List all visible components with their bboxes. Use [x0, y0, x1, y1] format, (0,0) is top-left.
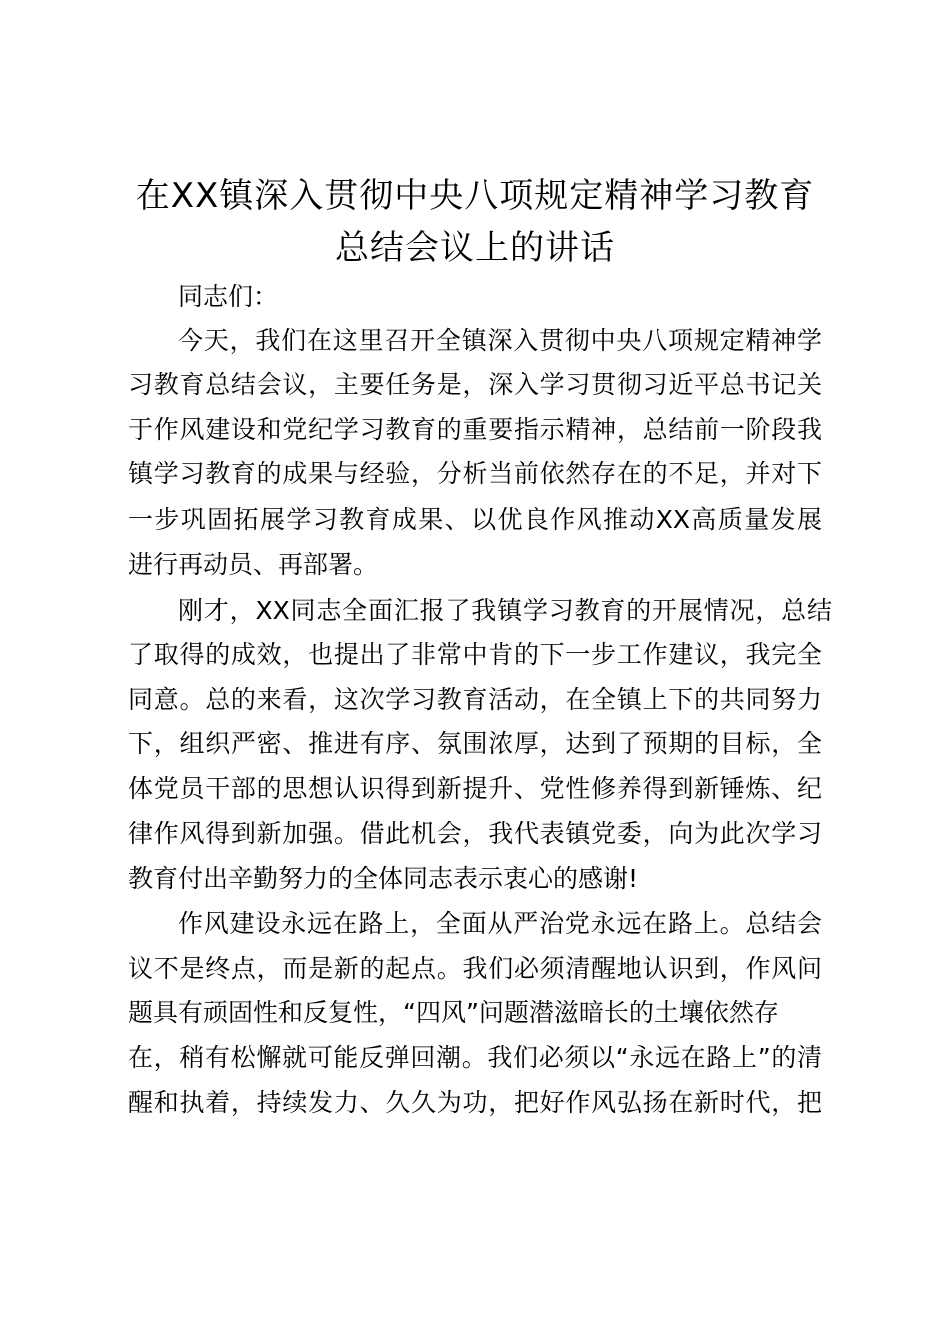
paragraph-3-line: 题具有顽固性和反复性，“四风”问题潜滋暗长的土壤依然存 [128, 998, 779, 1027]
paragraph-1-line: 一步巩固拓展学习教育成果、以优良作风推动XX高质量发展 [128, 505, 822, 534]
paragraph-3-line: 议不是终点，而是新的起点。我们必须清醒地认识到，作风问 [128, 954, 822, 983]
paragraph-2-line: 了取得的成效，也提出了非常中肯的下一步工作建议，我完全 [128, 640, 822, 669]
paragraph-1-line: 镇学习教育的成果与经验，分析当前依然存在的不足，并对下 [128, 459, 822, 488]
paragraph-3-line: 醒和执着，持续发力、久久为功，把好作风弘扬在新时代，把 [128, 1088, 822, 1117]
paragraph-1-line: 进行再动员、再部署。 [128, 550, 379, 579]
document-title-line-1: 在XX镇深入贯彻中央八项规定精神学习教育 [135, 176, 815, 216]
paragraph-2-line: 律作风得到新加强。借此机会，我代表镇党委，向为此次学习 [128, 819, 822, 848]
document-title-line-2: 总结会议上的讲话 [335, 228, 615, 268]
paragraph-3-line: 在，稍有松懈就可能反弹回潮。我们必须以“永远在路上”的清 [128, 1043, 822, 1072]
paragraph-2-line: 刚才，XX同志全面汇报了我镇学习教育的开展情况，总结 [178, 596, 832, 625]
paragraph-1-line: 习教育总结会议，主要任务是，深入学习贯彻习近平总书记关 [128, 370, 822, 399]
paragraph-2-line: 下，组织严密、推进有序、氛围浓厚，达到了预期的目标，全 [128, 729, 822, 758]
greeting: 同志们： [178, 282, 279, 311]
paragraph-1-line: 于作风建设和党纪学习教育的重要指示精神，总结前一阶段我 [128, 415, 822, 444]
paragraph-1-line: 今天，我们在这里召开全镇深入贯彻中央八项规定精神学 [178, 326, 822, 355]
paragraph-3-line: 作风建设永远在路上，全面从严治党永远在路上。总结会 [178, 909, 822, 938]
paragraph-2-line: 教育付出辛勤努力的全体同志表示衷心的感谢! [128, 864, 639, 893]
paragraph-2-line: 同意。总的来看，这次学习教育活动，在全镇上下的共同努力 [128, 685, 822, 714]
paragraph-2-line: 体党员干部的思想认识得到新提升、党性修养得到新锤炼、纪 [128, 774, 822, 803]
